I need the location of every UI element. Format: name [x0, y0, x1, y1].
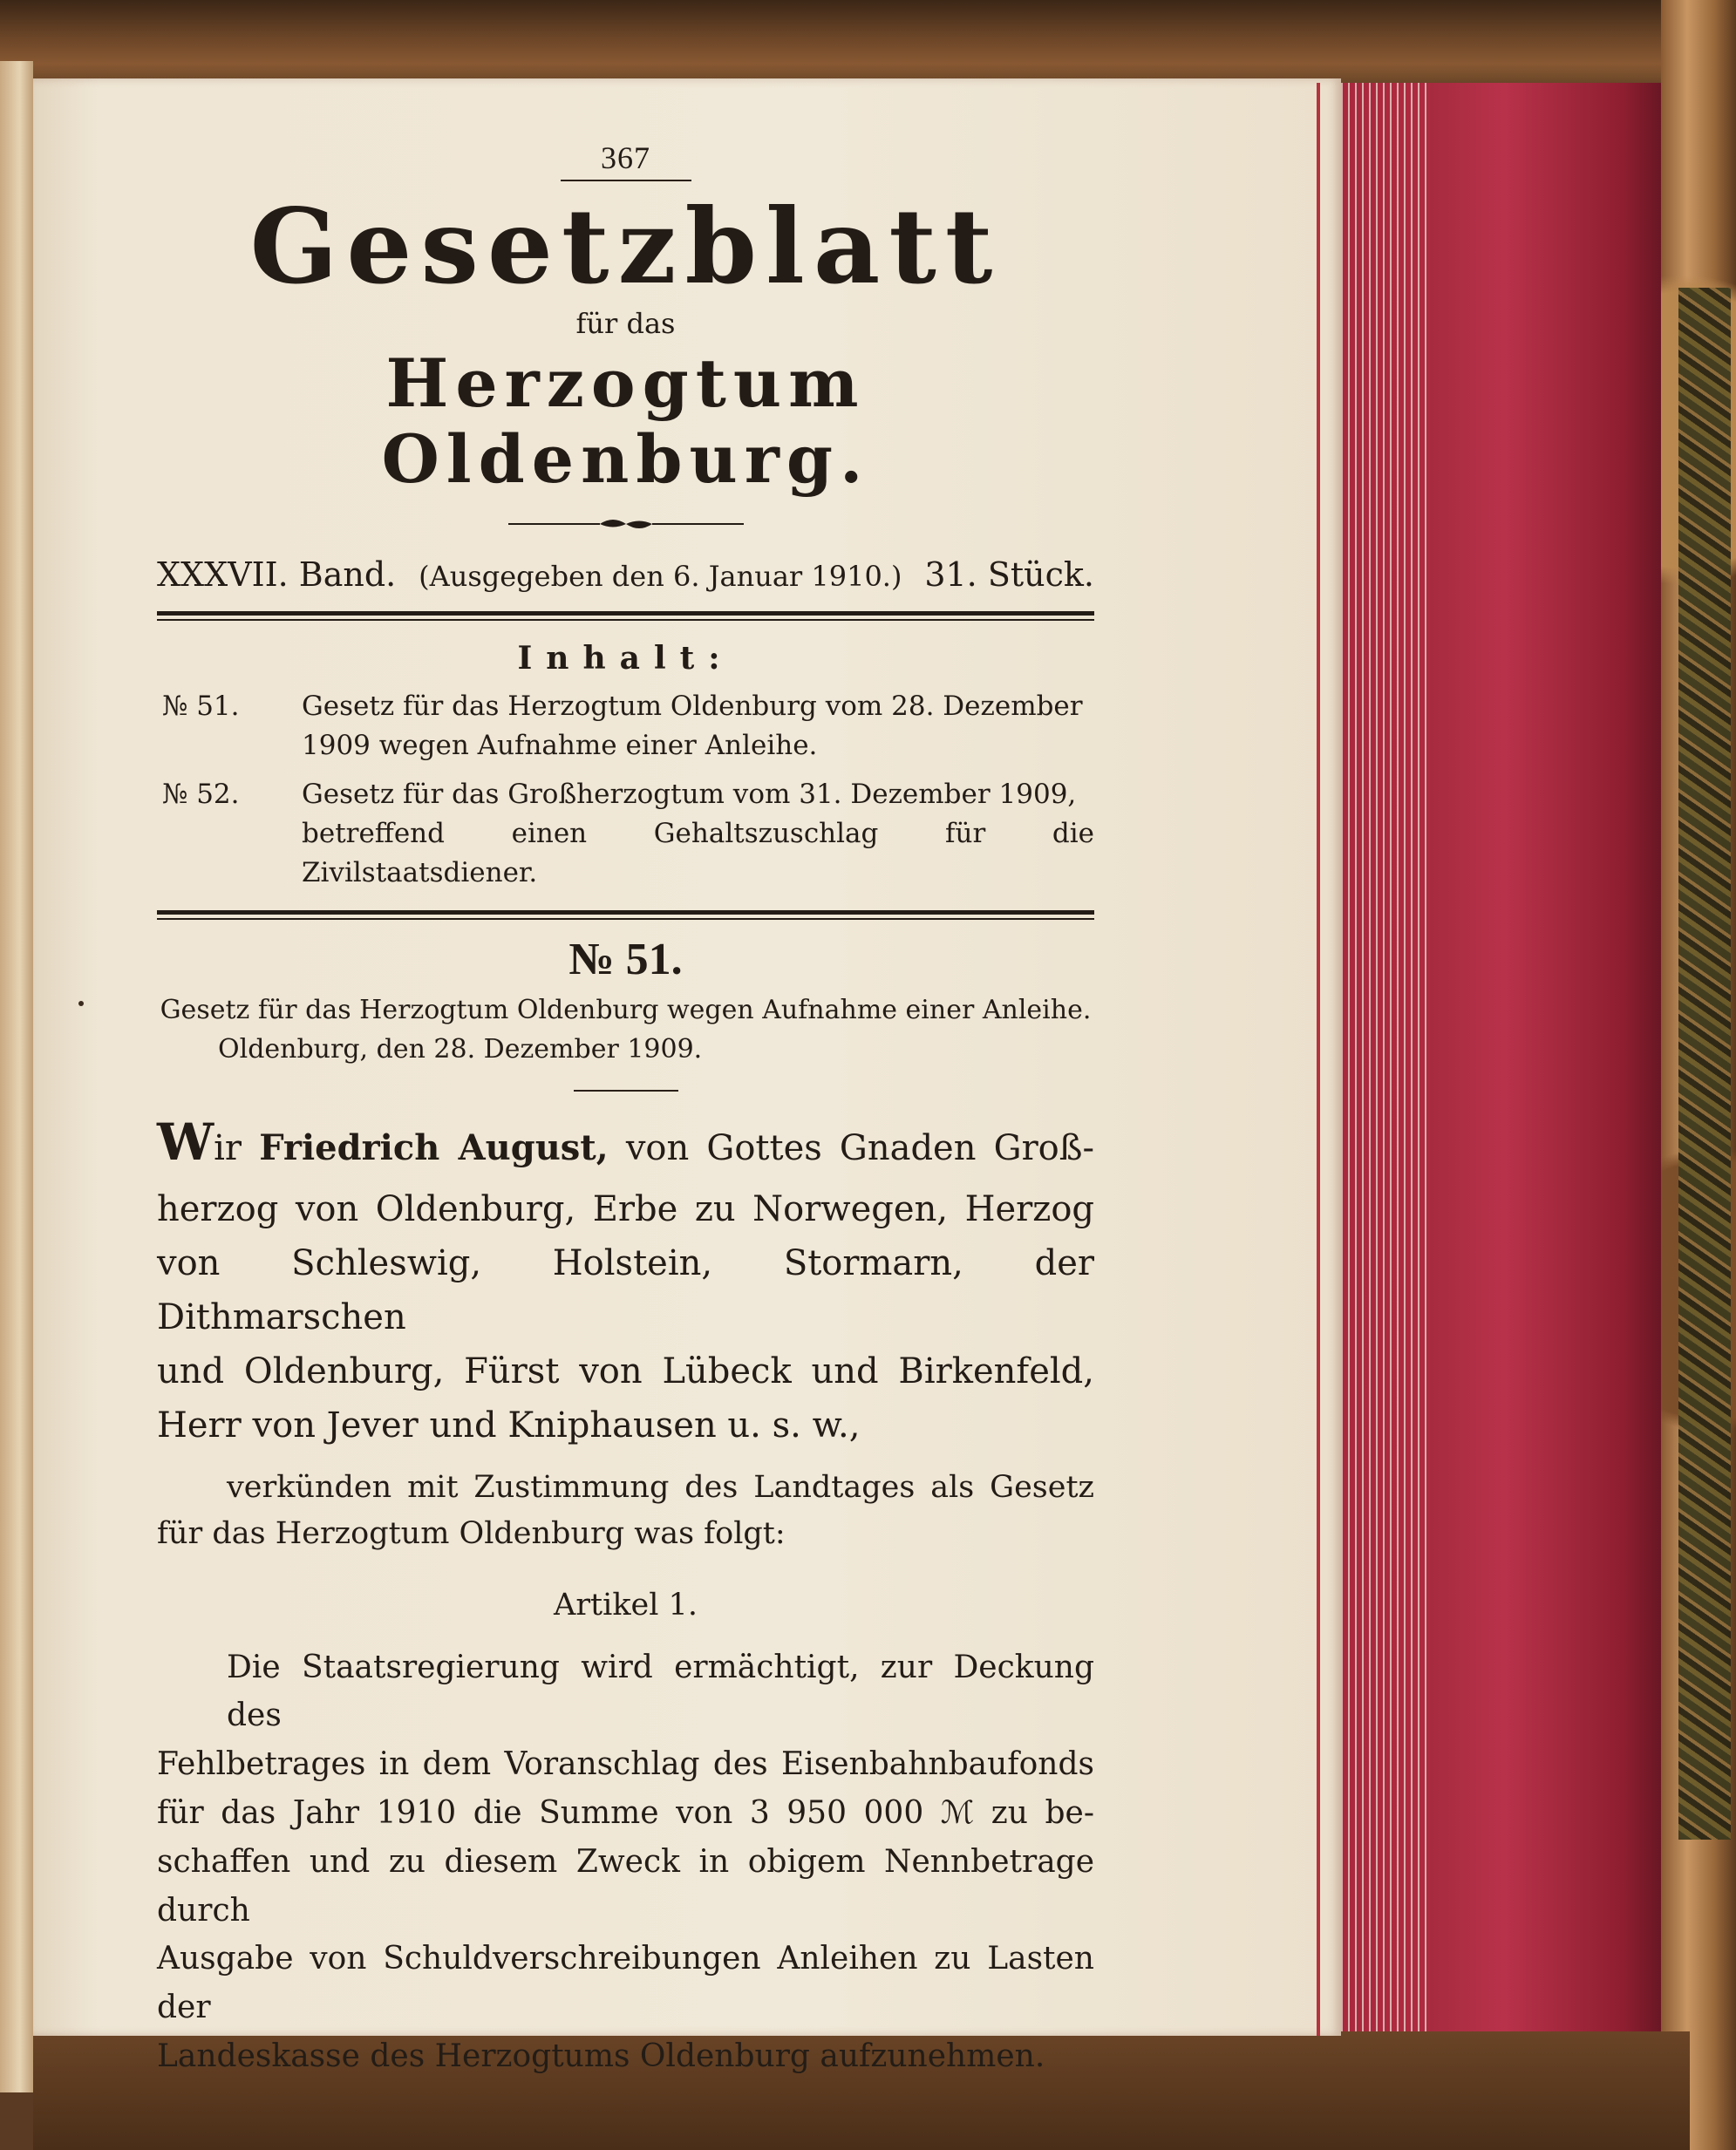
- article-line: Fehlbetrages in dem Voranschlag des Eisenbahnbaufonds: [157, 1746, 1094, 1783]
- preamble-line: herzog von Oldenburg, Erbe zu Norwegen, Herzog: [157, 1189, 1094, 1230]
- marbled-cover: [1678, 288, 1731, 1840]
- article-heading: Artikel 1.: [554, 1587, 698, 1623]
- issue-date: (Ausgegeben den 6. Januar 1910.): [419, 559, 902, 593]
- preamble-line: und Oldenburg, Fürst von Lübeck und Birkenfeld,: [157, 1351, 1094, 1392]
- page-block-edge-lines: [1334, 83, 1430, 2040]
- toc-number: № 51.: [162, 690, 240, 722]
- page-red-edge: [1317, 83, 1320, 2036]
- toc-line: Gesetz für das Herzogtum Oldenburg vom 28. Dezember: [302, 690, 1083, 722]
- header-rule: [561, 180, 691, 181]
- toc-text: [302, 687, 1094, 765]
- article-line: Landeskasse des Herzogtums Oldenburg aufzunehmen.: [157, 2038, 1045, 2074]
- ornament-divider-icon: [508, 514, 744, 534]
- margin-dot: [78, 1001, 84, 1006]
- contents-heading: Inhalt:: [517, 639, 734, 677]
- toc-line: Gesetz für das Großherzogtum vom 31. Dezember 1909,: [302, 779, 1077, 811]
- preamble-line: [157, 1104, 1094, 1182]
- double-rule-top: [157, 611, 1094, 621]
- article-line: schaffen und zu diesem Zweck in obigem Nennbetrage durch: [157, 1843, 1094, 1929]
- section-rule: [574, 1090, 678, 1092]
- enactment-line: für das Herzogtum Oldenburg was folgt:: [157, 1516, 786, 1552]
- article-line: für das Jahr 1910 die Summe von 3 950 000 ℳ zu be-: [157, 1794, 1094, 1831]
- enactment-line: verkünden mit Zustimmung des Landtages als Gesetz: [227, 1470, 1094, 1506]
- toc-entry: [157, 775, 1094, 893]
- subtitle-large: Herzogtum Oldenburg.: [381, 344, 870, 499]
- preamble-line: Herr von Jever und Kniphausen u. s. w.,: [157, 1405, 861, 1446]
- preamble-text: von Gottes Gnaden Groß-: [625, 1128, 1094, 1169]
- enactment-clause: [157, 1465, 1094, 1557]
- toc-line: betreffend einen Gehaltszuschlag für die Zivilstaatsdiener.: [302, 818, 1094, 889]
- section-number: № 51.: [568, 935, 683, 985]
- stueck-label: 31. Stück.: [924, 555, 1094, 594]
- preamble-ir: ir: [214, 1128, 242, 1169]
- toc-entry: [157, 687, 1094, 765]
- law-title: [157, 990, 1094, 1069]
- toc-line: 1909 wegen Aufnahme einer Anleihe.: [302, 729, 818, 761]
- law-date-line: Oldenburg, den 28. Dezember 1909.: [218, 1034, 703, 1065]
- preamble: [157, 1104, 1094, 1453]
- subtitle-small: für das: [575, 306, 676, 340]
- page-content: [157, 139, 1094, 2081]
- preamble-line: von Schleswig, Holstein, Stormarn, der Dithmarschen: [157, 1243, 1094, 1338]
- issue-line: [157, 555, 1094, 594]
- page-number: 367: [601, 140, 650, 175]
- toc-number: № 52.: [162, 779, 240, 811]
- toc-text: [302, 775, 1094, 893]
- sovereign-name: Friedrich August,: [259, 1127, 609, 1169]
- drop-initial: W: [157, 1112, 214, 1173]
- article-line: Die Staatsregierung wird ermächtigt, zur Deckung des: [227, 1649, 1094, 1734]
- article-line: Ausgabe von Schuldverschreibungen Anleihen zu Lasten der: [157, 1941, 1094, 2026]
- page-title: Gesetzblatt: [249, 186, 1002, 307]
- double-rule-bottom: [157, 910, 1094, 920]
- book-top-binding: [0, 0, 1736, 83]
- left-page-edge: [0, 61, 33, 2092]
- band-label: XXXVII. Band.: [157, 555, 397, 594]
- article-text: [157, 1643, 1094, 2081]
- law-title-line: Gesetz für das Herzogtum Oldenburg wegen Aufnahme einer Anleihe.: [160, 995, 1092, 1026]
